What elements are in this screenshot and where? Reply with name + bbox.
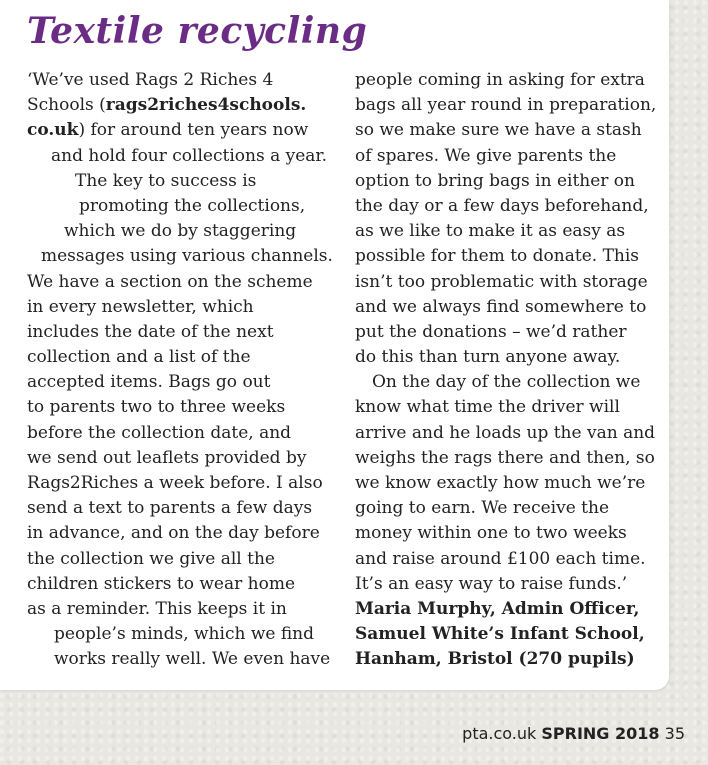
body-line: money within one to two weeks xyxy=(355,523,627,544)
body-line: arrive and he loads up the van and xyxy=(355,422,656,443)
body-line: and raise around £100 each time. xyxy=(355,548,646,569)
body-line: Schools (rags2riches4schools. xyxy=(27,95,307,116)
body-line: isn’t too problematic with storage xyxy=(355,271,648,292)
body-line: includes the date of the next xyxy=(27,321,274,342)
body-line: It’s an easy way to raise funds.’ xyxy=(355,573,628,594)
body-line: as a reminder. This keeps it in xyxy=(27,598,287,619)
signature-line: Maria Murphy, Admin Officer, xyxy=(355,598,640,619)
body-line: option to bring bags in either on xyxy=(355,170,635,191)
body-line: works really well. We even have xyxy=(54,649,331,670)
body-line: so we make sure we have a stash xyxy=(355,120,642,141)
body-line: we send out leaflets provided by xyxy=(27,447,307,468)
body-line: children stickers to wear home xyxy=(27,573,296,594)
body-line: accepted items. Bags go out xyxy=(27,372,271,393)
body-line: send a text to parents a few days xyxy=(27,498,313,519)
body-line: before the collection date, and xyxy=(27,422,292,443)
body-line: the collection we give all the xyxy=(27,548,275,569)
body-line: which we do by staggering xyxy=(64,221,297,242)
right-column xyxy=(355,68,660,673)
body-line: weighs the rags there and then, so xyxy=(355,447,655,468)
body-line: co.uk) for around ten years now xyxy=(27,120,309,141)
body-line: know what time the driver will xyxy=(355,397,620,418)
body-line: messages using various channels. xyxy=(41,246,333,267)
body-line: Rags2Riches a week before. I also xyxy=(27,473,323,493)
body-line: We have a section on the scheme xyxy=(27,271,313,292)
body-line: the day or a few days beforehand, xyxy=(355,195,649,216)
footer-site: pta.co.uk xyxy=(462,724,537,743)
body-line: bags all year round in preparation, xyxy=(355,95,657,116)
body-line: we know exactly how much we’re xyxy=(355,473,646,493)
body-line: promoting the collections, xyxy=(79,195,306,216)
footer-issue: SPRING 2018 xyxy=(541,724,660,743)
body-line: do this than turn anyone away. xyxy=(355,347,621,368)
body-line: and we always find somewhere to xyxy=(355,296,647,317)
signature-line: Hanham, Bristol (270 pupils) xyxy=(355,649,635,670)
page-number: 35 xyxy=(664,724,685,743)
website-link[interactable]: rags2riches4schools. xyxy=(105,95,307,116)
body-line: people coming in asking for extra xyxy=(355,70,645,90)
body-line: ‘We’ve used Rags 2 Riches 4 xyxy=(27,70,274,90)
left-column xyxy=(27,68,337,673)
body-line: as we like to make it as easy as xyxy=(355,221,626,242)
page-footer xyxy=(462,724,685,743)
body-line: of spares. We give parents the xyxy=(355,145,617,166)
body-line: in advance, and on the day before xyxy=(27,523,320,544)
body-line: The key to success is xyxy=(75,170,257,191)
body-line: put the donations – we’d rather xyxy=(355,321,627,342)
body-line: to parents two to three weeks xyxy=(27,397,286,418)
body-line: collection and a list of the xyxy=(27,347,251,368)
body-line: people’s minds, which we find xyxy=(54,624,315,645)
body-line: On the day of the collection we xyxy=(372,372,641,393)
body-line: possible for them to donate. This xyxy=(355,246,640,267)
signature-line: Samuel White’s Infant School, xyxy=(355,624,645,645)
body-line: and hold four collections a year. xyxy=(51,145,328,166)
body-line: in every newsletter, which xyxy=(27,296,254,317)
body-line: going to earn. We receive the xyxy=(355,498,610,519)
article-title: Textile recycling xyxy=(27,10,368,52)
website-link-cont[interactable]: co.uk xyxy=(27,120,79,141)
